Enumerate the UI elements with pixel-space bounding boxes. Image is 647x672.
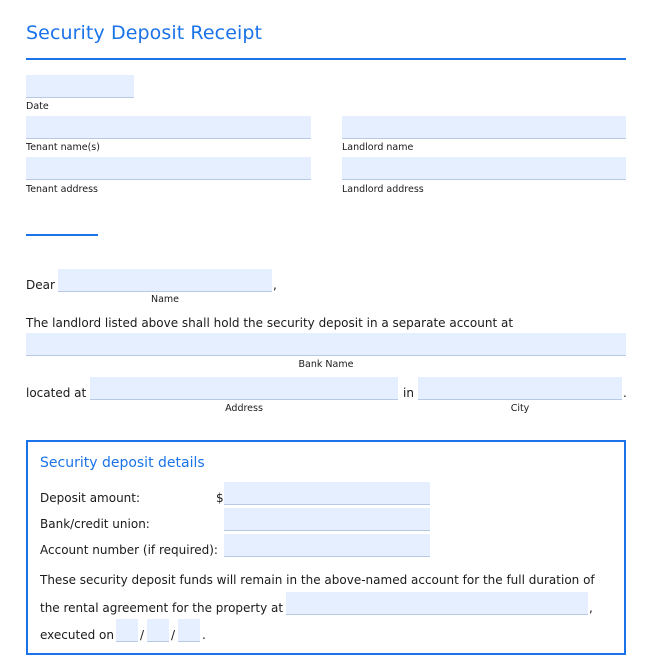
hold-sentence: The landlord listed above shall hold the security deposit in a separate account at: [26, 316, 514, 330]
date-label: Date: [26, 101, 49, 112]
funds-text-line1: These security deposit funds will remain in the above-named account for the full duration of: [40, 573, 595, 587]
date-slash-2: /: [171, 628, 176, 642]
section-divider: [26, 234, 98, 236]
date-field[interactable]: [26, 75, 134, 98]
property-address-field[interactable]: [286, 592, 588, 615]
exec-year-field[interactable]: [178, 619, 200, 642]
recipient-name-field[interactable]: [58, 269, 272, 292]
landlord-name-field[interactable]: [342, 116, 626, 139]
page-title: Security Deposit Receipt: [26, 22, 263, 44]
dear-comma: ,: [273, 278, 277, 292]
city-field[interactable]: [418, 377, 622, 400]
landlord-address-label: Landlord address: [342, 184, 424, 195]
bank-credit-union-label: Bank/credit union:: [40, 517, 150, 531]
bank-name-label: Bank Name: [298, 359, 354, 370]
in-text: in: [403, 386, 414, 400]
exec-day-field[interactable]: [147, 619, 169, 642]
tenant-address-label: Tenant address: [26, 184, 98, 195]
funds-text-line2: the rental agreement for the property at: [40, 601, 284, 615]
funds-comma: ,: [589, 601, 593, 615]
bank-credit-union-field[interactable]: [224, 508, 430, 531]
landlord-address-field[interactable]: [342, 157, 626, 180]
deposit-details-title: Security deposit details: [40, 455, 205, 471]
address-field[interactable]: [90, 377, 398, 400]
deposit-amount-label: Deposit amount:: [40, 491, 141, 505]
account-number-label: Account number (if required):: [40, 543, 218, 557]
tenant-name-label: Tenant name(s): [26, 142, 100, 153]
title-divider: [26, 58, 626, 60]
city-label: City: [510, 403, 530, 414]
account-number-field[interactable]: [224, 534, 430, 557]
currency-symbol: $: [216, 491, 224, 505]
exec-month-field[interactable]: [116, 619, 138, 642]
tenant-address-field[interactable]: [26, 157, 311, 180]
executed-period: .: [202, 628, 206, 642]
located-period: .: [623, 386, 627, 400]
name-label: Name: [150, 294, 180, 305]
located-at-text: located at: [26, 386, 87, 400]
landlord-name-label: Landlord name: [342, 142, 414, 153]
executed-on-text: executed on: [40, 628, 114, 642]
bank-name-field[interactable]: [26, 333, 626, 356]
deposit-details-panel: [26, 440, 626, 655]
date-slash-1: /: [140, 628, 145, 642]
tenant-name-field[interactable]: [26, 116, 311, 139]
dear-text: Dear: [26, 278, 55, 292]
address-label: Address: [225, 403, 263, 414]
deposit-amount-field[interactable]: [224, 482, 430, 505]
